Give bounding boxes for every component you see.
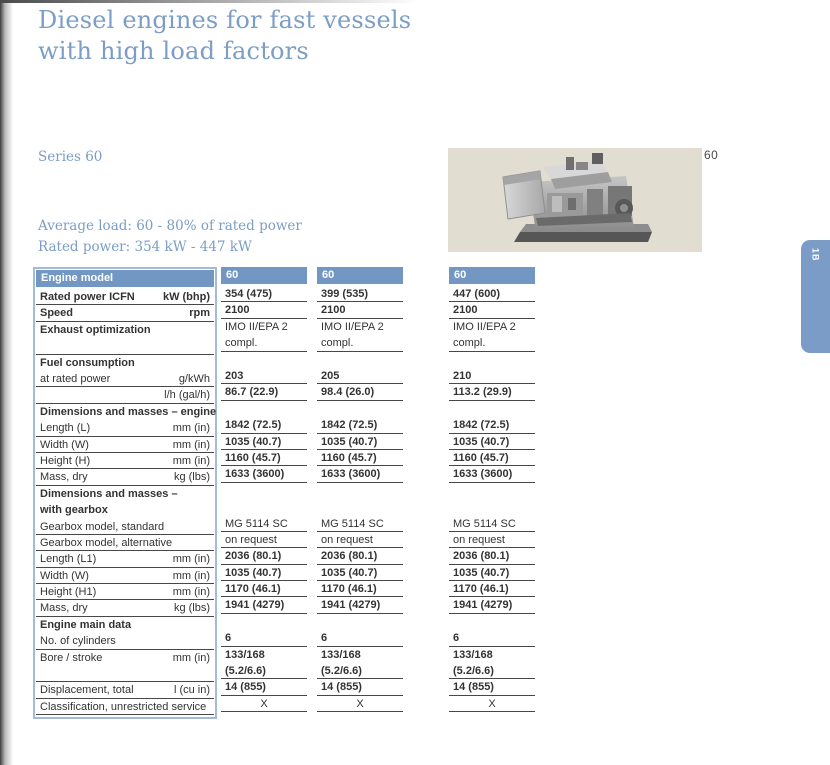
table-label-row [36, 387, 214, 403]
table-value-cell: 133/168 (5.2/6.6) [221, 647, 307, 680]
column-3-header: 60 [449, 267, 535, 284]
section-tab-label: 1B [810, 248, 821, 262]
table-value-cell: 2036 (80.1) [221, 548, 307, 564]
table-label-row [36, 371, 214, 387]
table-label-row [36, 305, 214, 321]
table-value-cell: 133/168 (5.2/6.6) [449, 647, 535, 680]
table-value-cell: X [449, 696, 535, 712]
table-value-cell [317, 483, 403, 516]
table-section-row [36, 617, 214, 633]
row-label: Gearbox model, alternative [40, 536, 173, 549]
table-label-row [36, 600, 214, 616]
table-value-cell: 1170 (46.1) [449, 581, 535, 597]
table-value-cell: 98.4 (26.0) [317, 384, 403, 400]
table-value-cell: 1035 (40.7) [449, 565, 535, 581]
table-value-cell: 1170 (46.1) [317, 581, 403, 597]
table-value-cell: 1035 (40.7) [221, 565, 307, 581]
table-label-row [36, 469, 214, 485]
table-value-cell: 1035 (40.7) [317, 565, 403, 581]
row-unit: mm (in) [172, 651, 210, 664]
table-value-cell: 399 (535) [317, 286, 403, 302]
table-value-cell: 2100 [221, 302, 307, 318]
row-unit: mm (in) [172, 569, 210, 582]
spec-column-3 [449, 267, 535, 712]
table-value-cell: 1941 (4279) [221, 597, 307, 613]
table-value-cell: 86.7 (22.9) [221, 384, 307, 400]
engine-model-header: Engine model [36, 270, 214, 287]
row-label: Classification, unrestricted service [40, 700, 207, 713]
table-value-cell [449, 614, 535, 630]
spec-column-1 [221, 267, 307, 712]
column-1-header: 60 [221, 267, 307, 284]
table-value-cell: 2100 [449, 302, 535, 318]
table-value-cell: 1842 (72.5) [449, 417, 535, 433]
table-label-row [36, 584, 214, 600]
table-value-cell: 1633 (3600) [317, 466, 403, 482]
table-value-cell: 1035 (40.7) [221, 434, 307, 450]
row-label: No. of cylinders [40, 635, 116, 648]
table-value-cell [317, 614, 403, 630]
table-value-cell: IMO II/EPA 2 compl. [317, 319, 403, 352]
row-label: Dimensions and masses – engine [40, 405, 217, 418]
row-unit: mm (in) [172, 454, 210, 467]
row-label: Fuel consumption [40, 356, 135, 369]
row-label: Height (H1) [40, 586, 97, 599]
table-value-cell: 1170 (46.1) [221, 581, 307, 597]
table-value-cell: MG 5114 SC [449, 516, 535, 532]
table-label-row [36, 535, 214, 551]
table-value-cell [221, 352, 307, 368]
row-label: Mass, dry [40, 471, 88, 484]
table-label-row [36, 633, 214, 649]
table-value-cell: 1941 (4279) [317, 597, 403, 613]
average-load-line: Average load: 60 - 80% of rated power [38, 218, 302, 234]
page-title-line1: Diesel engines for fast vessels [38, 6, 412, 34]
table-value-cell: 6 [221, 630, 307, 646]
table-label-row [36, 519, 214, 535]
row-label: Mass, dry [40, 602, 88, 615]
table-value-cell: 1633 (3600) [449, 466, 535, 482]
engine-photo [448, 148, 702, 252]
spec-label-column [33, 267, 217, 719]
table-value-cell [221, 401, 307, 417]
table-value-cell: IMO II/EPA 2 compl. [221, 319, 307, 352]
row-unit: kg (lbs) [173, 471, 210, 484]
table-value-cell: 2100 [317, 302, 403, 318]
table-value-cell: 113.2 (29.9) [449, 384, 535, 400]
table-value-cell [449, 483, 535, 516]
row-label: Exhaust optimization [40, 323, 151, 336]
row-label: at rated power [40, 372, 111, 385]
table-value-cell: 1160 (45.7) [317, 450, 403, 466]
table-value-cell: 2036 (80.1) [449, 548, 535, 564]
table-value-cell: on request [317, 532, 403, 548]
intro-lines [38, 216, 302, 258]
table-value-cell: on request [221, 532, 307, 548]
table-label-row [36, 551, 214, 567]
table-value-cell: 6 [449, 630, 535, 646]
table-label-row [36, 453, 214, 469]
table-value-cell: 14 (855) [449, 679, 535, 695]
table-value-cell: 1633 (3600) [221, 466, 307, 482]
table-value-cell [221, 614, 307, 630]
page-title-line2: with high load factors [38, 37, 309, 65]
spec-column-2 [317, 267, 403, 712]
row-unit: g/kWh [178, 372, 210, 385]
table-value-cell: 203 [221, 368, 307, 384]
table-value-cell: 133/168 (5.2/6.6) [317, 647, 403, 680]
table-label-row [36, 437, 214, 453]
table-value-cell: 1842 (72.5) [221, 417, 307, 433]
row-label: Rated power ICFN [40, 291, 135, 303]
table-label-row [36, 420, 214, 436]
row-label: Speed [40, 307, 74, 320]
table-value-cell [221, 483, 307, 516]
row-unit: rpm [189, 307, 210, 320]
row-label: Width (W) [40, 569, 89, 582]
column-2-header: 60 [317, 267, 403, 284]
row-unit: mm (in) [172, 422, 210, 435]
table-label-row [36, 699, 214, 715]
table-label-row [36, 289, 214, 305]
table-value-cell: on request [449, 532, 535, 548]
section-tab [801, 240, 830, 353]
table-value-cell: 1842 (72.5) [317, 417, 403, 433]
row-label: Dimensions and masses – with gearbox [40, 487, 178, 516]
table-value-cell: MG 5114 SC [317, 516, 403, 532]
table-value-cell [449, 401, 535, 417]
row-label: Length (L) [40, 422, 91, 435]
table-value-cell: 6 [317, 630, 403, 646]
table-value-cell: X [221, 696, 307, 712]
table-value-cell [317, 352, 403, 368]
table-label-row [36, 682, 214, 698]
row-label: Displacement, total [40, 684, 134, 697]
engine-image [448, 148, 702, 252]
table-section-row [36, 355, 214, 371]
table-value-cell: 210 [449, 368, 535, 384]
table-value-cell [317, 401, 403, 417]
spec-table [33, 267, 535, 719]
photo-caption: 60 [704, 148, 719, 162]
table-value-cell: IMO II/EPA 2 compl. [449, 319, 535, 352]
table-value-cell: X [317, 696, 403, 712]
table-value-cell: 1160 (45.7) [449, 450, 535, 466]
row-label: Bore / stroke [40, 651, 103, 664]
table-value-cell: 205 [317, 368, 403, 384]
table-value-cell: 1035 (40.7) [317, 434, 403, 450]
row-unit: l (cu in) [173, 684, 210, 697]
row-unit: kW (bhp) [162, 291, 210, 303]
table-section-row [36, 486, 214, 519]
table-value-cell: 354 (475) [221, 286, 307, 302]
table-section-row [36, 404, 217, 420]
table-label-row [36, 568, 214, 584]
row-unit: l/h (gal/h) [164, 389, 210, 402]
table-value-cell: 14 (855) [317, 679, 403, 695]
row-unit: mm (in) [172, 586, 210, 599]
series-label: Series 60 [38, 149, 103, 165]
row-label: Engine main data [40, 618, 132, 631]
table-label-row [36, 322, 214, 355]
table-value-cell: 1941 (4279) [449, 597, 535, 613]
row-label: Width (W) [40, 438, 89, 451]
table-value-cell [449, 352, 535, 368]
table-value-cell: 1160 (45.7) [221, 450, 307, 466]
scan-edge-left [0, 0, 14, 765]
page-title [38, 5, 411, 67]
row-label: Height (H) [40, 454, 91, 467]
table-value-cell: MG 5114 SC [221, 516, 307, 532]
row-label: Length (L1) [40, 553, 97, 566]
row-unit: kg (lbs) [173, 602, 210, 615]
table-label-row [36, 650, 214, 683]
rated-power-line: Rated power: 354 kW - 447 kW [38, 239, 252, 255]
table-value-cell: 447 (600) [449, 286, 535, 302]
table-value-cell: 14 (855) [221, 679, 307, 695]
row-unit: mm (in) [172, 438, 210, 451]
scan-edge-top [0, 0, 430, 3]
table-value-cell: 2036 (80.1) [317, 548, 403, 564]
table-value-cell: 1035 (40.7) [449, 434, 535, 450]
row-label: Gearbox model, standard [40, 520, 165, 533]
row-unit: mm (in) [172, 553, 210, 566]
